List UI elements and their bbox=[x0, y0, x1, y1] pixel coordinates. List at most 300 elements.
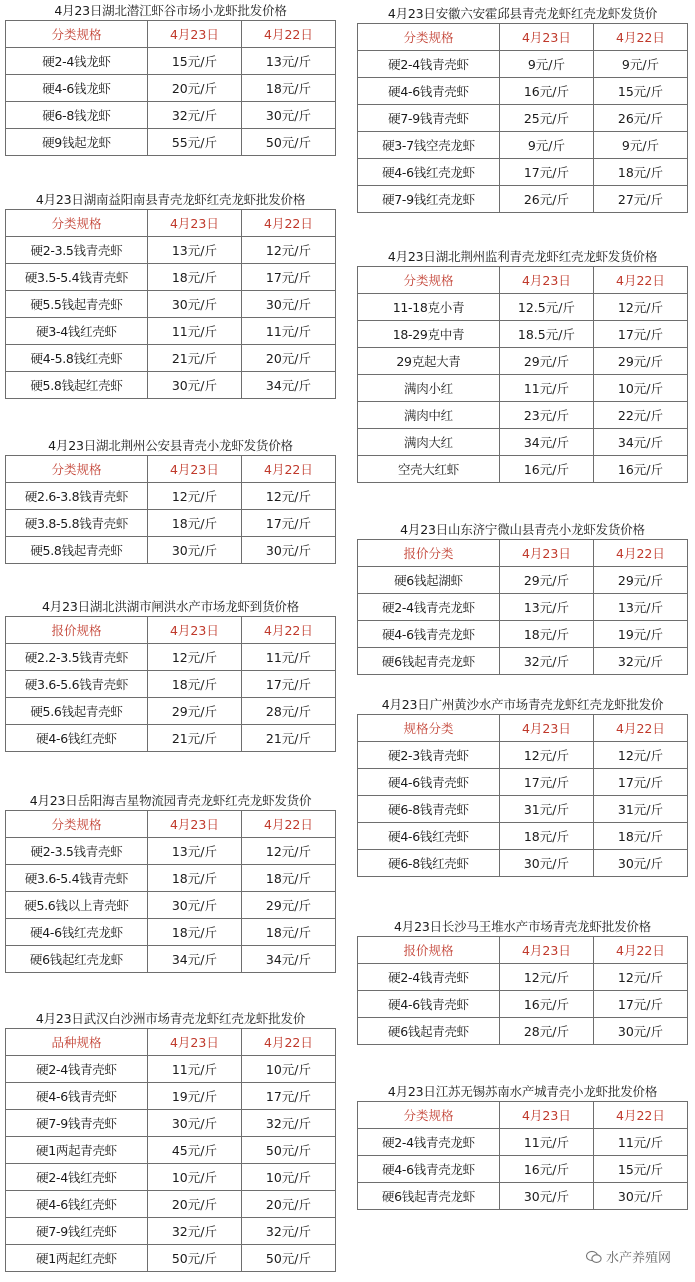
table-row bbox=[358, 769, 688, 796]
header-spec: 分类规格 bbox=[358, 24, 500, 51]
spec-cell: 硬4-5.8钱红壳虾 bbox=[6, 345, 148, 372]
table-row bbox=[6, 318, 336, 345]
price-today-cell: 17元/斤 bbox=[499, 159, 593, 186]
price-today-cell: 13元/斤 bbox=[499, 594, 593, 621]
spec-cell: 硬1两起青壳虾 bbox=[6, 1137, 148, 1164]
price-yesterday-cell: 32元/斤 bbox=[593, 648, 687, 675]
price-yesterday-cell: 34元/斤 bbox=[241, 372, 335, 399]
spec-cell: 硬6钱起湖虾 bbox=[358, 567, 500, 594]
price-yesterday-cell: 30元/斤 bbox=[241, 537, 335, 564]
price-today-cell: 55元/斤 bbox=[147, 129, 241, 156]
price-yesterday-cell: 9元/斤 bbox=[593, 51, 687, 78]
price-yesterday-cell: 17元/斤 bbox=[593, 769, 687, 796]
watermark bbox=[586, 1247, 671, 1266]
price-yesterday-cell: 32元/斤 bbox=[241, 1110, 335, 1137]
spec-cell: 硬5.5钱起青壳虾 bbox=[6, 291, 148, 318]
spec-cell: 硬4-6钱青壳虾 bbox=[358, 78, 500, 105]
table-row bbox=[6, 698, 336, 725]
spec-cell: 18-29克中青 bbox=[358, 321, 500, 348]
table-title: 4月23日广州黄沙水产市场青壳龙虾红壳龙虾批发价 bbox=[381, 697, 664, 712]
table-title: 4月23日江苏无锡苏南水产城青壳小龙虾批发价格 bbox=[387, 1084, 658, 1099]
price-today-cell: 16元/斤 bbox=[499, 991, 593, 1018]
price-table-5 bbox=[5, 1010, 336, 1272]
header-date: 4月22日 bbox=[593, 1102, 687, 1129]
price-yesterday-cell: 30元/斤 bbox=[241, 102, 335, 129]
price-today-cell: 19元/斤 bbox=[147, 1083, 241, 1110]
price-yesterday-cell: 16元/斤 bbox=[593, 456, 687, 483]
price-yesterday-cell: 15元/斤 bbox=[593, 78, 687, 105]
price-today-cell: 26元/斤 bbox=[499, 186, 593, 213]
header-date: 4月23日 bbox=[499, 1102, 593, 1129]
spec-cell: 11-18克小青 bbox=[358, 294, 500, 321]
price-yesterday-cell: 13元/斤 bbox=[593, 594, 687, 621]
price-yesterday-cell: 20元/斤 bbox=[241, 345, 335, 372]
price-today-cell: 18元/斤 bbox=[499, 621, 593, 648]
spec-cell: 硬2-3.5钱青壳虾 bbox=[6, 237, 148, 264]
spec-cell: 硬3-7钱空壳龙虾 bbox=[358, 132, 500, 159]
table-row bbox=[6, 725, 336, 752]
price-today-cell: 15元/斤 bbox=[147, 48, 241, 75]
price-yesterday-cell: 34元/斤 bbox=[241, 946, 335, 973]
price-today-cell: 30元/斤 bbox=[499, 850, 593, 877]
table-row bbox=[358, 796, 688, 823]
price-today-cell: 13元/斤 bbox=[147, 237, 241, 264]
table-row bbox=[358, 429, 688, 456]
price-table-grid bbox=[357, 539, 688, 675]
price-yesterday-cell: 29元/斤 bbox=[241, 892, 335, 919]
price-today-cell: 10元/斤 bbox=[147, 1164, 241, 1191]
table-header-row bbox=[6, 811, 336, 838]
spec-cell: 硬4-6钱青壳虾 bbox=[358, 769, 500, 796]
price-today-cell: 20元/斤 bbox=[147, 75, 241, 102]
spec-cell: 硬7-9钱红壳龙虾 bbox=[358, 186, 500, 213]
table-row bbox=[6, 102, 336, 129]
price-today-cell: 30元/斤 bbox=[147, 537, 241, 564]
header-date: 4月22日 bbox=[241, 456, 335, 483]
table-row bbox=[6, 483, 336, 510]
table-row bbox=[6, 372, 336, 399]
spec-cell: 硬2-4钱红壳虾 bbox=[6, 1164, 148, 1191]
price-yesterday-cell: 10元/斤 bbox=[241, 1056, 335, 1083]
price-today-cell: 18元/斤 bbox=[147, 865, 241, 892]
price-today-cell: 16元/斤 bbox=[499, 78, 593, 105]
price-today-cell: 18元/斤 bbox=[147, 919, 241, 946]
spec-cell: 硬7-9钱青壳虾 bbox=[6, 1110, 148, 1137]
spec-cell: 硬2-3.5钱青壳虾 bbox=[6, 838, 148, 865]
price-yesterday-cell: 21元/斤 bbox=[241, 725, 335, 752]
price-today-cell: 12元/斤 bbox=[499, 742, 593, 769]
table-header-row bbox=[6, 21, 336, 48]
spec-cell: 硬3.6-5.6钱青壳虾 bbox=[6, 671, 148, 698]
price-yesterday-cell: 30元/斤 bbox=[593, 1183, 687, 1210]
price-table-grid bbox=[357, 714, 688, 877]
price-today-cell: 30元/斤 bbox=[147, 291, 241, 318]
price-today-cell: 21元/斤 bbox=[147, 345, 241, 372]
price-yesterday-cell: 17元/斤 bbox=[241, 1083, 335, 1110]
spec-cell: 硬6钱起红壳龙虾 bbox=[6, 946, 148, 973]
price-table-grid bbox=[5, 616, 336, 752]
price-today-cell: 28元/斤 bbox=[499, 1018, 593, 1045]
table-row bbox=[6, 510, 336, 537]
spec-cell: 硬2-4钱青壳龙虾 bbox=[358, 594, 500, 621]
spec-cell: 硬4-6钱青壳虾 bbox=[358, 991, 500, 1018]
price-yesterday-cell: 26元/斤 bbox=[593, 105, 687, 132]
spec-cell: 满肉中红 bbox=[358, 402, 500, 429]
price-yesterday-cell: 50元/斤 bbox=[241, 129, 335, 156]
table-row bbox=[6, 919, 336, 946]
price-table-7 bbox=[357, 248, 688, 483]
spec-cell: 硬4-6钱红壳虾 bbox=[358, 823, 500, 850]
price-table-2 bbox=[5, 437, 336, 564]
price-table-grid bbox=[357, 266, 688, 483]
spec-cell: 硬5.6钱以上青壳虾 bbox=[6, 892, 148, 919]
price-yesterday-cell: 18元/斤 bbox=[241, 75, 335, 102]
spec-cell: 满肉小红 bbox=[358, 375, 500, 402]
price-yesterday-cell: 12元/斤 bbox=[241, 237, 335, 264]
table-row bbox=[358, 294, 688, 321]
price-yesterday-cell: 29元/斤 bbox=[593, 348, 687, 375]
price-today-cell: 9元/斤 bbox=[499, 132, 593, 159]
table-row bbox=[358, 1018, 688, 1045]
table-row bbox=[358, 132, 688, 159]
table-title: 4月23日湖北荆州监利青壳龙虾红壳龙虾发货价格 bbox=[387, 249, 658, 264]
price-yesterday-cell: 18元/斤 bbox=[593, 823, 687, 850]
price-today-cell: 45元/斤 bbox=[147, 1137, 241, 1164]
table-header-row bbox=[358, 24, 688, 51]
price-table-grid bbox=[5, 209, 336, 399]
table-row bbox=[6, 1191, 336, 1218]
price-today-cell: 29元/斤 bbox=[499, 348, 593, 375]
price-yesterday-cell: 17元/斤 bbox=[593, 321, 687, 348]
table-row bbox=[6, 1245, 336, 1272]
header-date: 4月23日 bbox=[499, 267, 593, 294]
table-row bbox=[6, 48, 336, 75]
spec-cell: 硬3-4钱红壳虾 bbox=[6, 318, 148, 345]
header-date: 4月22日 bbox=[593, 540, 687, 567]
header-date: 4月22日 bbox=[593, 715, 687, 742]
table-row bbox=[6, 1110, 336, 1137]
price-yesterday-cell: 18元/斤 bbox=[241, 865, 335, 892]
price-yesterday-cell: 12元/斤 bbox=[241, 838, 335, 865]
header-date: 4月23日 bbox=[147, 210, 241, 237]
header-spec: 报价规格 bbox=[6, 617, 148, 644]
price-today-cell: 23元/斤 bbox=[499, 402, 593, 429]
price-today-cell: 12元/斤 bbox=[499, 964, 593, 991]
table-row bbox=[358, 594, 688, 621]
header-date: 4月23日 bbox=[499, 24, 593, 51]
table-title: 4月23日岳阳海吉星物流园青壳龙虾红壳龙虾发货价 bbox=[29, 793, 312, 808]
table-row bbox=[358, 621, 688, 648]
header-date: 4月22日 bbox=[241, 21, 335, 48]
price-today-cell: 30元/斤 bbox=[499, 1183, 593, 1210]
price-today-cell: 32元/斤 bbox=[147, 102, 241, 129]
price-today-cell: 25元/斤 bbox=[499, 105, 593, 132]
header-spec: 规格分类 bbox=[358, 715, 500, 742]
table-header-row bbox=[6, 1029, 336, 1056]
price-yesterday-cell: 29元/斤 bbox=[593, 567, 687, 594]
header-spec: 分类规格 bbox=[6, 21, 148, 48]
table-row bbox=[358, 823, 688, 850]
table-row bbox=[6, 75, 336, 102]
spec-cell: 硬5.8钱起红壳虾 bbox=[6, 372, 148, 399]
table-row bbox=[358, 321, 688, 348]
price-today-cell: 32元/斤 bbox=[147, 1218, 241, 1245]
spec-cell: 硬4-6钱龙虾 bbox=[6, 75, 148, 102]
price-today-cell: 50元/斤 bbox=[147, 1245, 241, 1272]
header-spec: 分类规格 bbox=[6, 811, 148, 838]
price-today-cell: 11元/斤 bbox=[499, 1129, 593, 1156]
table-row bbox=[358, 402, 688, 429]
spec-cell: 满肉大红 bbox=[358, 429, 500, 456]
table-header-row bbox=[6, 210, 336, 237]
spec-cell: 硬7-9钱青壳虾 bbox=[358, 105, 500, 132]
price-yesterday-cell: 30元/斤 bbox=[593, 1018, 687, 1045]
price-yesterday-cell: 18元/斤 bbox=[593, 159, 687, 186]
price-today-cell: 9元/斤 bbox=[499, 51, 593, 78]
spec-cell: 硬3.8-5.8钱青壳虾 bbox=[6, 510, 148, 537]
price-today-cell: 18元/斤 bbox=[147, 671, 241, 698]
header-spec: 分类规格 bbox=[6, 210, 148, 237]
spec-cell: 硬5.6钱起青壳虾 bbox=[6, 698, 148, 725]
price-yesterday-cell: 15元/斤 bbox=[593, 1156, 687, 1183]
spec-cell: 硬4-6钱青壳虾 bbox=[6, 1083, 148, 1110]
table-row bbox=[6, 1083, 336, 1110]
table-header-row bbox=[6, 617, 336, 644]
header-spec: 报价规格 bbox=[358, 937, 500, 964]
table-row bbox=[358, 742, 688, 769]
price-yesterday-cell: 30元/斤 bbox=[241, 291, 335, 318]
table-row bbox=[358, 850, 688, 877]
spec-cell: 硬4-6钱青壳龙虾 bbox=[358, 1156, 500, 1183]
table-title: 4月23日山东济宁微山县青壳小龙虾发货价格 bbox=[400, 522, 645, 537]
price-today-cell: 18元/斤 bbox=[147, 264, 241, 291]
price-today-cell: 21元/斤 bbox=[147, 725, 241, 752]
spec-cell: 29克起大青 bbox=[358, 348, 500, 375]
header-spec: 分类规格 bbox=[358, 1102, 500, 1129]
header-date: 4月22日 bbox=[593, 24, 687, 51]
spec-cell: 硬2.2-3.5钱青壳虾 bbox=[6, 644, 148, 671]
price-today-cell: 29元/斤 bbox=[147, 698, 241, 725]
spec-cell: 硬2-4钱青壳虾 bbox=[358, 964, 500, 991]
table-row bbox=[6, 838, 336, 865]
price-yesterday-cell: 9元/斤 bbox=[593, 132, 687, 159]
table-row bbox=[358, 375, 688, 402]
table-row bbox=[358, 51, 688, 78]
price-yesterday-cell: 30元/斤 bbox=[593, 850, 687, 877]
header-date: 4月22日 bbox=[241, 210, 335, 237]
table-title: 4月23日武汉白沙洲市场青壳龙虾红壳龙虾批发价 bbox=[35, 1011, 306, 1026]
spec-cell: 硬2.6-3.8钱青壳虾 bbox=[6, 483, 148, 510]
price-table-8 bbox=[357, 521, 688, 675]
table-row bbox=[6, 1137, 336, 1164]
spec-cell: 硬6钱起青壳龙虾 bbox=[358, 1183, 500, 1210]
price-today-cell: 30元/斤 bbox=[147, 892, 241, 919]
table-title: 4月23日湖北荆州公安县青壳小龙虾发货价格 bbox=[48, 438, 293, 453]
spec-cell: 硬7-9钱红壳虾 bbox=[6, 1218, 148, 1245]
table-row bbox=[6, 892, 336, 919]
price-today-cell: 16元/斤 bbox=[499, 1156, 593, 1183]
price-table-grid bbox=[357, 1101, 688, 1210]
table-row bbox=[6, 865, 336, 892]
table-header-row bbox=[358, 715, 688, 742]
header-date: 4月23日 bbox=[147, 617, 241, 644]
spec-cell: 硬4-6钱青壳龙虾 bbox=[358, 621, 500, 648]
price-yesterday-cell: 17元/斤 bbox=[241, 510, 335, 537]
price-today-cell: 31元/斤 bbox=[499, 796, 593, 823]
spec-cell: 硬2-4钱青壳虾 bbox=[6, 1056, 148, 1083]
price-yesterday-cell: 18元/斤 bbox=[241, 919, 335, 946]
price-table-10 bbox=[357, 918, 688, 1045]
header-date: 4月23日 bbox=[499, 937, 593, 964]
spec-cell: 硬4-6钱红壳虾 bbox=[6, 1191, 148, 1218]
header-date: 4月22日 bbox=[593, 937, 687, 964]
header-spec: 分类规格 bbox=[6, 456, 148, 483]
wechat-icon bbox=[586, 1250, 602, 1264]
price-today-cell: 32元/斤 bbox=[499, 648, 593, 675]
table-row bbox=[358, 105, 688, 132]
price-today-cell: 18元/斤 bbox=[147, 510, 241, 537]
spec-cell: 硬4-6钱红壳龙虾 bbox=[6, 919, 148, 946]
table-row bbox=[358, 1129, 688, 1156]
price-table-1 bbox=[5, 191, 336, 399]
spec-cell: 空壳大红虾 bbox=[358, 456, 500, 483]
table-row bbox=[358, 159, 688, 186]
header-date: 4月23日 bbox=[147, 1029, 241, 1056]
table-row bbox=[358, 964, 688, 991]
table-row bbox=[6, 1056, 336, 1083]
spec-cell: 硬5.8钱起青壳虾 bbox=[6, 537, 148, 564]
table-header-row bbox=[358, 937, 688, 964]
price-today-cell: 12元/斤 bbox=[147, 644, 241, 671]
table-row bbox=[358, 648, 688, 675]
price-yesterday-cell: 50元/斤 bbox=[241, 1137, 335, 1164]
table-row bbox=[6, 1218, 336, 1245]
spec-cell: 硬3.6-5.4钱青壳虾 bbox=[6, 865, 148, 892]
table-title: 4月23日湖南益阳南县青壳龙虾红壳龙虾批发价格 bbox=[35, 192, 306, 207]
header-spec: 品种规格 bbox=[6, 1029, 148, 1056]
table-title: 4月23日长沙马王堆水产市场青壳龙虾批发价格 bbox=[394, 919, 651, 934]
table-row bbox=[6, 345, 336, 372]
table-row bbox=[6, 671, 336, 698]
table-row bbox=[6, 1164, 336, 1191]
price-yesterday-cell: 11元/斤 bbox=[241, 318, 335, 345]
price-today-cell: 30元/斤 bbox=[147, 1110, 241, 1137]
table-header-row bbox=[358, 267, 688, 294]
spec-cell: 硬4-6钱红壳龙虾 bbox=[358, 159, 500, 186]
price-yesterday-cell: 28元/斤 bbox=[241, 698, 335, 725]
spec-cell: 硬2-3钱青壳虾 bbox=[358, 742, 500, 769]
price-today-cell: 29元/斤 bbox=[499, 567, 593, 594]
price-yesterday-cell: 12元/斤 bbox=[241, 483, 335, 510]
header-date: 4月23日 bbox=[147, 456, 241, 483]
price-yesterday-cell: 19元/斤 bbox=[593, 621, 687, 648]
spec-cell: 硬3.5-5.4钱青壳虾 bbox=[6, 264, 148, 291]
table-header-row bbox=[358, 1102, 688, 1129]
spec-cell: 硬2-4钱青壳虾 bbox=[358, 51, 500, 78]
table-row bbox=[358, 991, 688, 1018]
price-yesterday-cell: 11元/斤 bbox=[593, 1129, 687, 1156]
price-yesterday-cell: 12元/斤 bbox=[593, 964, 687, 991]
header-date: 4月23日 bbox=[499, 540, 593, 567]
spec-cell: 硬4-6钱红壳虾 bbox=[6, 725, 148, 752]
price-table-6 bbox=[357, 5, 688, 213]
price-table-grid bbox=[5, 1028, 336, 1272]
spec-cell: 硬2-4钱龙虾 bbox=[6, 48, 148, 75]
price-yesterday-cell: 11元/斤 bbox=[241, 644, 335, 671]
table-row bbox=[6, 644, 336, 671]
price-today-cell: 11元/斤 bbox=[147, 318, 241, 345]
table-row bbox=[358, 348, 688, 375]
spec-cell: 硬6钱起青壳龙虾 bbox=[358, 648, 500, 675]
table-row bbox=[6, 946, 336, 973]
table-row bbox=[358, 78, 688, 105]
price-today-cell: 12元/斤 bbox=[147, 483, 241, 510]
price-yesterday-cell: 32元/斤 bbox=[241, 1218, 335, 1245]
price-yesterday-cell: 22元/斤 bbox=[593, 402, 687, 429]
header-date: 4月23日 bbox=[147, 21, 241, 48]
header-date: 4月22日 bbox=[241, 811, 335, 838]
price-yesterday-cell: 12元/斤 bbox=[593, 294, 687, 321]
table-row bbox=[6, 291, 336, 318]
price-table-grid bbox=[5, 810, 336, 973]
price-today-cell: 20元/斤 bbox=[147, 1191, 241, 1218]
table-row bbox=[358, 1156, 688, 1183]
price-today-cell: 11元/斤 bbox=[147, 1056, 241, 1083]
price-yesterday-cell: 27元/斤 bbox=[593, 186, 687, 213]
price-table-0 bbox=[5, 2, 336, 156]
price-today-cell: 30元/斤 bbox=[147, 372, 241, 399]
table-row bbox=[358, 186, 688, 213]
price-table-grid bbox=[5, 20, 336, 156]
table-title: 4月23日湖北洪湖市闸洪水产市场龙虾到货价格 bbox=[42, 599, 299, 614]
price-table-9 bbox=[357, 696, 688, 877]
price-table-grid bbox=[5, 455, 336, 564]
price-yesterday-cell: 17元/斤 bbox=[241, 264, 335, 291]
price-yesterday-cell: 20元/斤 bbox=[241, 1191, 335, 1218]
price-yesterday-cell: 12元/斤 bbox=[593, 742, 687, 769]
header-date: 4月23日 bbox=[147, 811, 241, 838]
header-date: 4月22日 bbox=[593, 267, 687, 294]
spec-cell: 硬6-8钱红壳虾 bbox=[358, 850, 500, 877]
header-spec: 分类规格 bbox=[358, 267, 500, 294]
header-date: 4月22日 bbox=[241, 617, 335, 644]
price-today-cell: 34元/斤 bbox=[499, 429, 593, 456]
table-row bbox=[358, 1183, 688, 1210]
header-spec: 报价分类 bbox=[358, 540, 500, 567]
table-header-row bbox=[358, 540, 688, 567]
spec-cell: 硬2-4钱青壳龙虾 bbox=[358, 1129, 500, 1156]
price-today-cell: 18元/斤 bbox=[499, 823, 593, 850]
price-yesterday-cell: 10元/斤 bbox=[241, 1164, 335, 1191]
table-row bbox=[6, 237, 336, 264]
price-yesterday-cell: 10元/斤 bbox=[593, 375, 687, 402]
price-table-grid bbox=[357, 23, 688, 213]
price-today-cell: 17元/斤 bbox=[499, 769, 593, 796]
price-today-cell: 11元/斤 bbox=[499, 375, 593, 402]
table-header-row bbox=[6, 456, 336, 483]
watermark-text: 水产养殖网 bbox=[605, 1251, 671, 1266]
price-today-cell: 16元/斤 bbox=[499, 456, 593, 483]
table-title: 4月23日湖北潜江虾谷市场小龙虾批发价格 bbox=[54, 3, 287, 18]
price-table-11 bbox=[357, 1083, 688, 1210]
price-today-cell: 34元/斤 bbox=[147, 946, 241, 973]
spec-cell: 硬6-8钱青壳虾 bbox=[358, 796, 500, 823]
price-table-4 bbox=[5, 792, 336, 973]
header-date: 4月23日 bbox=[499, 715, 593, 742]
price-today-cell: 18.5元/斤 bbox=[499, 321, 593, 348]
table-row bbox=[6, 264, 336, 291]
spec-cell: 硬9钱起龙虾 bbox=[6, 129, 148, 156]
